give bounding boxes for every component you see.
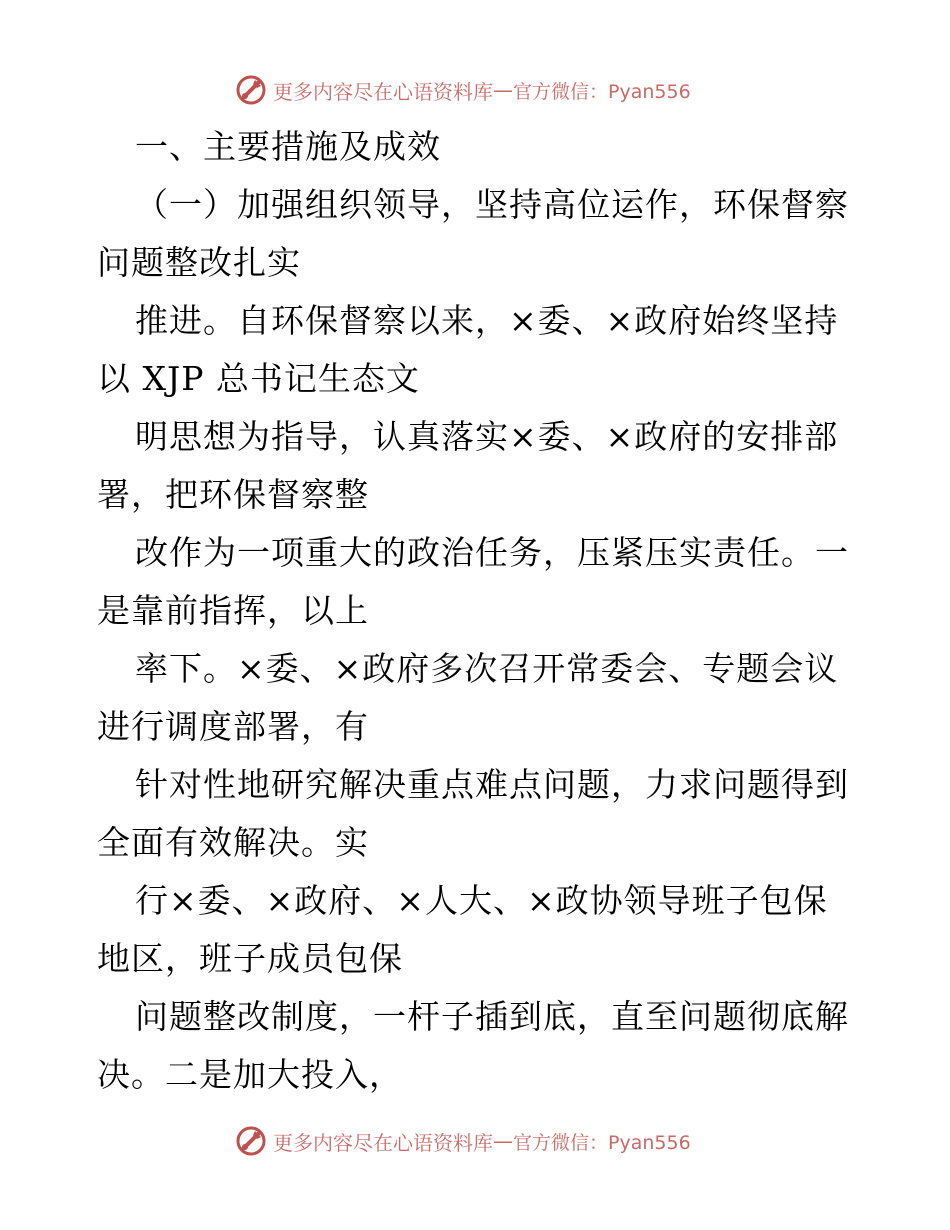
paragraph-line: 明思想为指导，认真落实×委、×政府的安排部 <box>135 417 839 456</box>
paragraph-line: 推进。自环保督察以来，×委、×政府始终坚持 <box>135 301 839 340</box>
paragraph-line: 率下。×委、×政府多次召开常委会、专题会议 <box>135 649 839 688</box>
watermark-main-text: 更多内容尽在心语资料库 <box>273 79 493 104</box>
paragraph-line: 以 XJP 总书记生态文 <box>97 359 420 398</box>
footer-watermark <box>235 1124 755 1158</box>
watermark-wechat-text: 官方微信：Pyan556 <box>513 1131 691 1154</box>
paragraph-line: 针对性地研究解决重点难点问题，力求问题得到 <box>135 765 849 804</box>
paragraph-line: 决。二是加大投入， <box>97 1055 403 1094</box>
watermark-dash: — <box>493 1129 513 1153</box>
paragraph-line: 改作为一项重大的政治任务，压紧压实责任。一 <box>135 533 849 572</box>
paragraph-line: 全面有效解决。实 <box>97 823 369 862</box>
header-watermark <box>235 73 755 107</box>
watermark-main-text: 更多内容尽在心语资料库 <box>273 1130 493 1155</box>
subsection-heading: （一）加强组织领导，坚持高位运作，环保督察 <box>135 185 849 224</box>
paragraph-line: 地区，班子成员包保 <box>97 939 403 978</box>
paragraph-line: 是靠前指挥，以上 <box>97 591 369 630</box>
brush-seal-logo-icon <box>235 74 267 106</box>
paragraph-line: 进行调度部署，有 <box>97 707 369 746</box>
paragraph-line: 问题整改制度，一杆子插到底，直至问题彻底解 <box>135 997 849 1036</box>
paragraph-line: 行×委、×政府、×人大、×政协领导班子包保 <box>135 881 828 920</box>
section-heading: 一、主要措施及成效 <box>135 127 441 166</box>
subsection-heading-continued: 问题整改扎实 <box>97 243 301 282</box>
paragraph-line: 署，把环保督察整 <box>97 475 369 514</box>
watermark-wechat-text: 官方微信：Pyan556 <box>513 80 691 103</box>
brush-seal-logo-icon <box>235 1125 267 1157</box>
watermark-dash: — <box>493 78 513 102</box>
